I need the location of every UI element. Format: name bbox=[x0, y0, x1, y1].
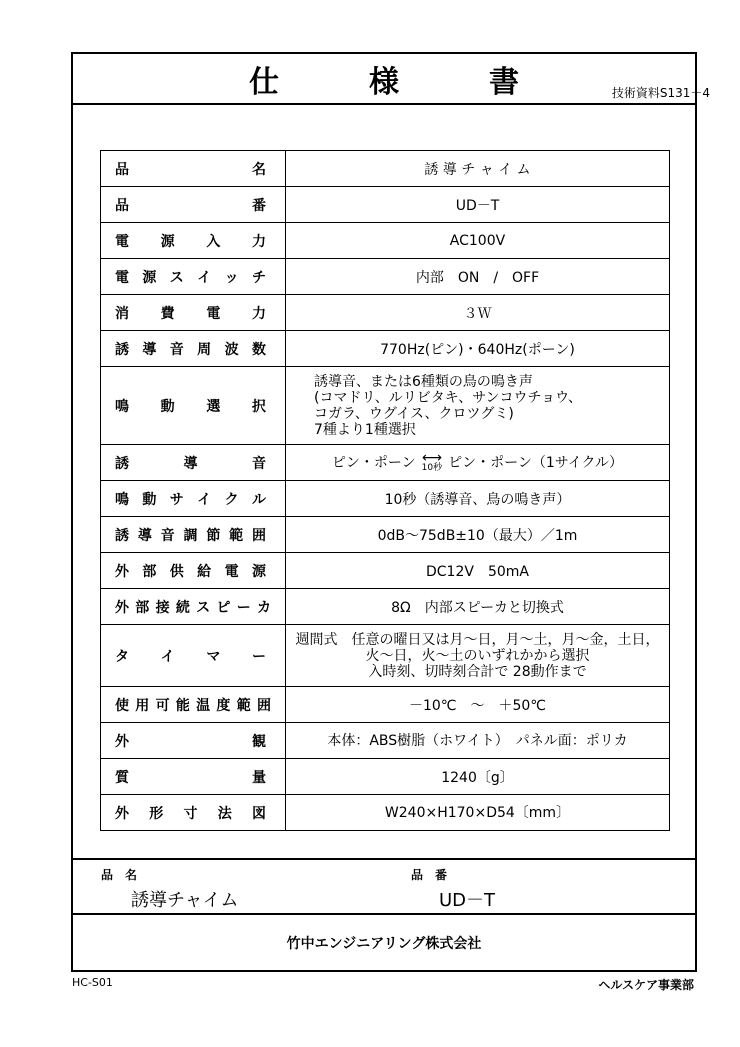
spec-label-cell bbox=[101, 331, 286, 367]
spec-label-char: 電 bbox=[115, 233, 130, 250]
spec-label-char: 導 bbox=[142, 341, 158, 358]
spec-label-char: 形 bbox=[149, 805, 165, 822]
spec-label-char: 選 bbox=[206, 398, 222, 415]
spec-value-cell bbox=[286, 331, 670, 367]
spec-row bbox=[101, 625, 670, 687]
spec-label-char: マ bbox=[206, 648, 222, 665]
spec-label-char: 誘 bbox=[115, 527, 130, 544]
department-name: ヘルスケア事業部 bbox=[598, 978, 694, 992]
spec-label-char: 外 bbox=[115, 733, 130, 750]
spec-row bbox=[101, 723, 670, 759]
double-arrow-icon bbox=[422, 452, 442, 473]
spec-label-char: ー bbox=[236, 599, 251, 616]
spec-label-char: 源 bbox=[251, 563, 267, 580]
spec-value: AC100V bbox=[449, 232, 506, 249]
spec-value: ３Ｗ bbox=[463, 305, 492, 322]
title-char: 仕 bbox=[249, 64, 369, 100]
spec-label-char: イ bbox=[197, 491, 213, 508]
spec-label-cell bbox=[101, 481, 286, 517]
spec-value-cell bbox=[286, 295, 670, 331]
spec-label-cell bbox=[101, 367, 286, 445]
spec-label-char: 質 bbox=[115, 769, 130, 786]
spec-label-cell bbox=[101, 553, 286, 589]
spec-label-char: 音 bbox=[160, 527, 176, 544]
spec-label-cell bbox=[101, 723, 286, 759]
spec-value-cell bbox=[286, 223, 670, 259]
spec-value-cell bbox=[286, 481, 670, 517]
spec-label-char: 供 bbox=[169, 563, 185, 580]
spec-value: 8Ω 内部スピーカと切換式 bbox=[391, 599, 564, 616]
spec-row bbox=[101, 795, 670, 831]
spec-label-cell bbox=[101, 445, 286, 481]
spec-value-line: 週間式 任意の曜日又は月～日，月～土，月～金，土日， bbox=[295, 631, 660, 648]
spec-label-char: サ bbox=[169, 491, 185, 508]
spec-label-char: 能 bbox=[175, 697, 190, 714]
spec-label-char: 音 bbox=[169, 341, 185, 358]
spec-row bbox=[101, 187, 670, 223]
spec-label-char: 節 bbox=[206, 527, 222, 544]
spec-label-char: 外 bbox=[115, 599, 129, 616]
spec-label-char: 名 bbox=[252, 161, 267, 178]
spec-row bbox=[101, 259, 670, 295]
spec-value-cell bbox=[286, 553, 670, 589]
spec-label-char: 番 bbox=[252, 197, 267, 214]
spec-label-char: 消 bbox=[115, 305, 130, 322]
spec-row bbox=[101, 687, 670, 723]
spec-value-line: 入時刻、切時刻合計で 28動作まで bbox=[368, 663, 587, 680]
spec-label-char: 囲 bbox=[256, 697, 271, 714]
spec-value-cell bbox=[286, 517, 670, 553]
spec-value-line: 7種より1種選択 bbox=[314, 421, 416, 438]
spec-label-char: 観 bbox=[252, 733, 267, 750]
spec-value-cell bbox=[286, 151, 670, 187]
spec-row bbox=[101, 553, 670, 589]
spec-label-char: ル bbox=[251, 491, 267, 508]
arrow-note: 10秒 bbox=[421, 463, 443, 474]
spec-label-char: イ bbox=[160, 648, 176, 665]
spec-label-char: 動 bbox=[160, 398, 176, 415]
spec-label-char: 続 bbox=[175, 599, 190, 616]
spec-label-char: 費 bbox=[160, 305, 176, 322]
spec-value: 誘 導 チ ャ イ ム bbox=[424, 161, 531, 178]
spec-value-line: 火～日，火～土のいずれかから選択 bbox=[365, 647, 590, 664]
spec-label-char: 力 bbox=[251, 233, 267, 250]
spec-value-cell bbox=[286, 723, 670, 759]
spec-row bbox=[101, 517, 670, 553]
spec-row bbox=[101, 331, 670, 367]
spec-row bbox=[101, 367, 670, 445]
spec-label-char: 鳴 bbox=[115, 491, 130, 508]
company-name: 竹中エンジニアリング株式会社 bbox=[286, 935, 482, 952]
spec-label-char: タ bbox=[115, 648, 130, 665]
spec-label-char: 図 bbox=[252, 805, 267, 822]
spec-label-char: 力 bbox=[251, 305, 267, 322]
spec-label-char: 給 bbox=[197, 563, 213, 580]
spec-label-char: ス bbox=[169, 269, 185, 286]
spec-label-cell bbox=[101, 759, 286, 795]
spec-value: 1240〔g〕 bbox=[441, 769, 514, 786]
product-name-caption: 品 名 bbox=[101, 868, 138, 882]
spec-label-char: 量 bbox=[252, 769, 267, 786]
spec-label-char: 外 bbox=[115, 563, 130, 580]
title-row bbox=[73, 54, 695, 105]
spec-value-cell bbox=[286, 687, 670, 723]
spec-value-right: ピン・ポーン（1サイクル） bbox=[448, 454, 624, 471]
document-reference: 技術資料S131－4 bbox=[611, 86, 710, 100]
spec-value-cell bbox=[286, 589, 670, 625]
spec-label-char: 波 bbox=[224, 341, 240, 358]
spec-label-char: 品 bbox=[115, 197, 130, 214]
spec-label-char: 電 bbox=[115, 269, 130, 286]
spec-label-char: 範 bbox=[236, 697, 251, 714]
spec-label-char: イ bbox=[197, 269, 213, 286]
spec-row bbox=[101, 445, 670, 481]
spec-label-char: 電 bbox=[206, 305, 222, 322]
spec-label-char: 入 bbox=[206, 233, 222, 250]
spec-label-char: 択 bbox=[251, 398, 267, 415]
spec-row bbox=[101, 589, 670, 625]
spec-label-char: 源 bbox=[160, 233, 176, 250]
spec-label-char: ー bbox=[251, 648, 267, 665]
spec-label-char: 動 bbox=[142, 491, 158, 508]
spec-value-cell bbox=[286, 187, 670, 223]
product-code-value: UD－T bbox=[439, 890, 496, 911]
spec-label-char: チ bbox=[251, 269, 267, 286]
spec-value: 0dB～75dB±10（最大）／1m bbox=[377, 527, 578, 544]
spec-label-cell bbox=[101, 795, 286, 831]
title-char: 書 bbox=[489, 64, 609, 100]
spec-row bbox=[101, 759, 670, 795]
spec-label-cell bbox=[101, 589, 286, 625]
spec-label-char: 電 bbox=[224, 563, 240, 580]
spec-label-char: 導 bbox=[183, 455, 199, 472]
spec-label-char: 可 bbox=[155, 697, 170, 714]
spec-row bbox=[101, 295, 670, 331]
spec-value: 本体：ABS樹脂（ホワイト） パネル面：ポリカ bbox=[327, 732, 628, 749]
spec-label-char: 部 bbox=[135, 599, 150, 616]
title-char: 様 bbox=[369, 64, 489, 100]
spec-label-char: ク bbox=[224, 491, 240, 508]
spec-label-char: 接 bbox=[155, 599, 170, 616]
spec-label-cell bbox=[101, 295, 286, 331]
spec-label-char: カ bbox=[256, 599, 271, 616]
spec-label-cell bbox=[101, 625, 286, 687]
spec-row bbox=[101, 481, 670, 517]
product-name-value: 誘導チャイム bbox=[131, 890, 239, 911]
spec-label-char: 温 bbox=[196, 697, 211, 714]
spec-value: 内部 ON / OFF bbox=[415, 269, 540, 286]
spec-label-char: 用 bbox=[135, 697, 150, 714]
spec-value-line: (コマドリ、ルリビタキ、サンコウチョウ、 bbox=[314, 389, 582, 406]
spec-label-char: 外 bbox=[115, 805, 130, 822]
spec-value-left: ピン・ポーン bbox=[331, 454, 416, 471]
spec-label-cell bbox=[101, 187, 286, 223]
spec-label-char: ッ bbox=[224, 269, 240, 286]
spec-label-char: 数 bbox=[251, 341, 267, 358]
spec-label-char: 音 bbox=[252, 455, 267, 472]
spec-label-cell bbox=[101, 259, 286, 295]
spec-value: DC12V 50mA bbox=[426, 563, 529, 580]
spec-label-cell bbox=[101, 151, 286, 187]
spec-label-char: 源 bbox=[142, 269, 158, 286]
spec-label-char: 調 bbox=[183, 527, 199, 544]
spec-value-line: コガラ、ウグイス、クロツグミ) bbox=[314, 405, 514, 422]
product-code-caption: 品 番 bbox=[411, 868, 448, 882]
spec-value-cell bbox=[286, 445, 670, 481]
spec-value: UD－T bbox=[455, 197, 500, 214]
spec-value-line: 誘導音、または6種類の鳥の鳴き声 bbox=[314, 373, 533, 390]
spec-label-char: 度 bbox=[216, 697, 231, 714]
spec-value-cell bbox=[286, 795, 670, 831]
spec-table bbox=[100, 150, 670, 831]
spec-label-cell bbox=[101, 517, 286, 553]
spec-value: －10℃ ～ ＋50℃ bbox=[408, 697, 547, 714]
spec-row bbox=[101, 151, 670, 187]
spec-value-cell bbox=[286, 759, 670, 795]
spec-label-char: 法 bbox=[217, 805, 233, 822]
spec-value-cell bbox=[286, 625, 670, 687]
spec-value-cell bbox=[286, 367, 670, 445]
spec-value: 10秒（誘導音、鳥の鳴き声） bbox=[384, 491, 571, 508]
spec-label-char: 誘 bbox=[115, 455, 130, 472]
spec-label-char: 鳴 bbox=[115, 398, 130, 415]
spec-value: 770Hz(ピン)・640Hz(ポーン) bbox=[380, 341, 575, 358]
document-title bbox=[249, 57, 609, 101]
spec-label-char: 範 bbox=[229, 527, 245, 544]
spec-label-char: 囲 bbox=[251, 527, 267, 544]
spec-value-cell bbox=[286, 259, 670, 295]
arrow-glyph: ⟷ bbox=[421, 450, 442, 467]
spec-row bbox=[101, 223, 670, 259]
spec-label-cell bbox=[101, 223, 286, 259]
spec-label-char: 寸 bbox=[183, 805, 199, 822]
spec-label-cell bbox=[101, 687, 286, 723]
spec-label-char: 誘 bbox=[115, 341, 130, 358]
spec-label-char: 導 bbox=[137, 527, 153, 544]
spec-label-char: ピ bbox=[216, 599, 231, 616]
spec-label-char: 品 bbox=[115, 161, 130, 178]
spec-label-char: 部 bbox=[142, 563, 158, 580]
spec-label-char: 使 bbox=[115, 697, 129, 714]
spec-value: W240×H170×D54〔mm〕 bbox=[384, 804, 571, 821]
spec-label-char: ス bbox=[196, 599, 211, 616]
form-code: HC-S01 bbox=[72, 976, 113, 989]
spec-label-char: 周 bbox=[197, 341, 213, 358]
